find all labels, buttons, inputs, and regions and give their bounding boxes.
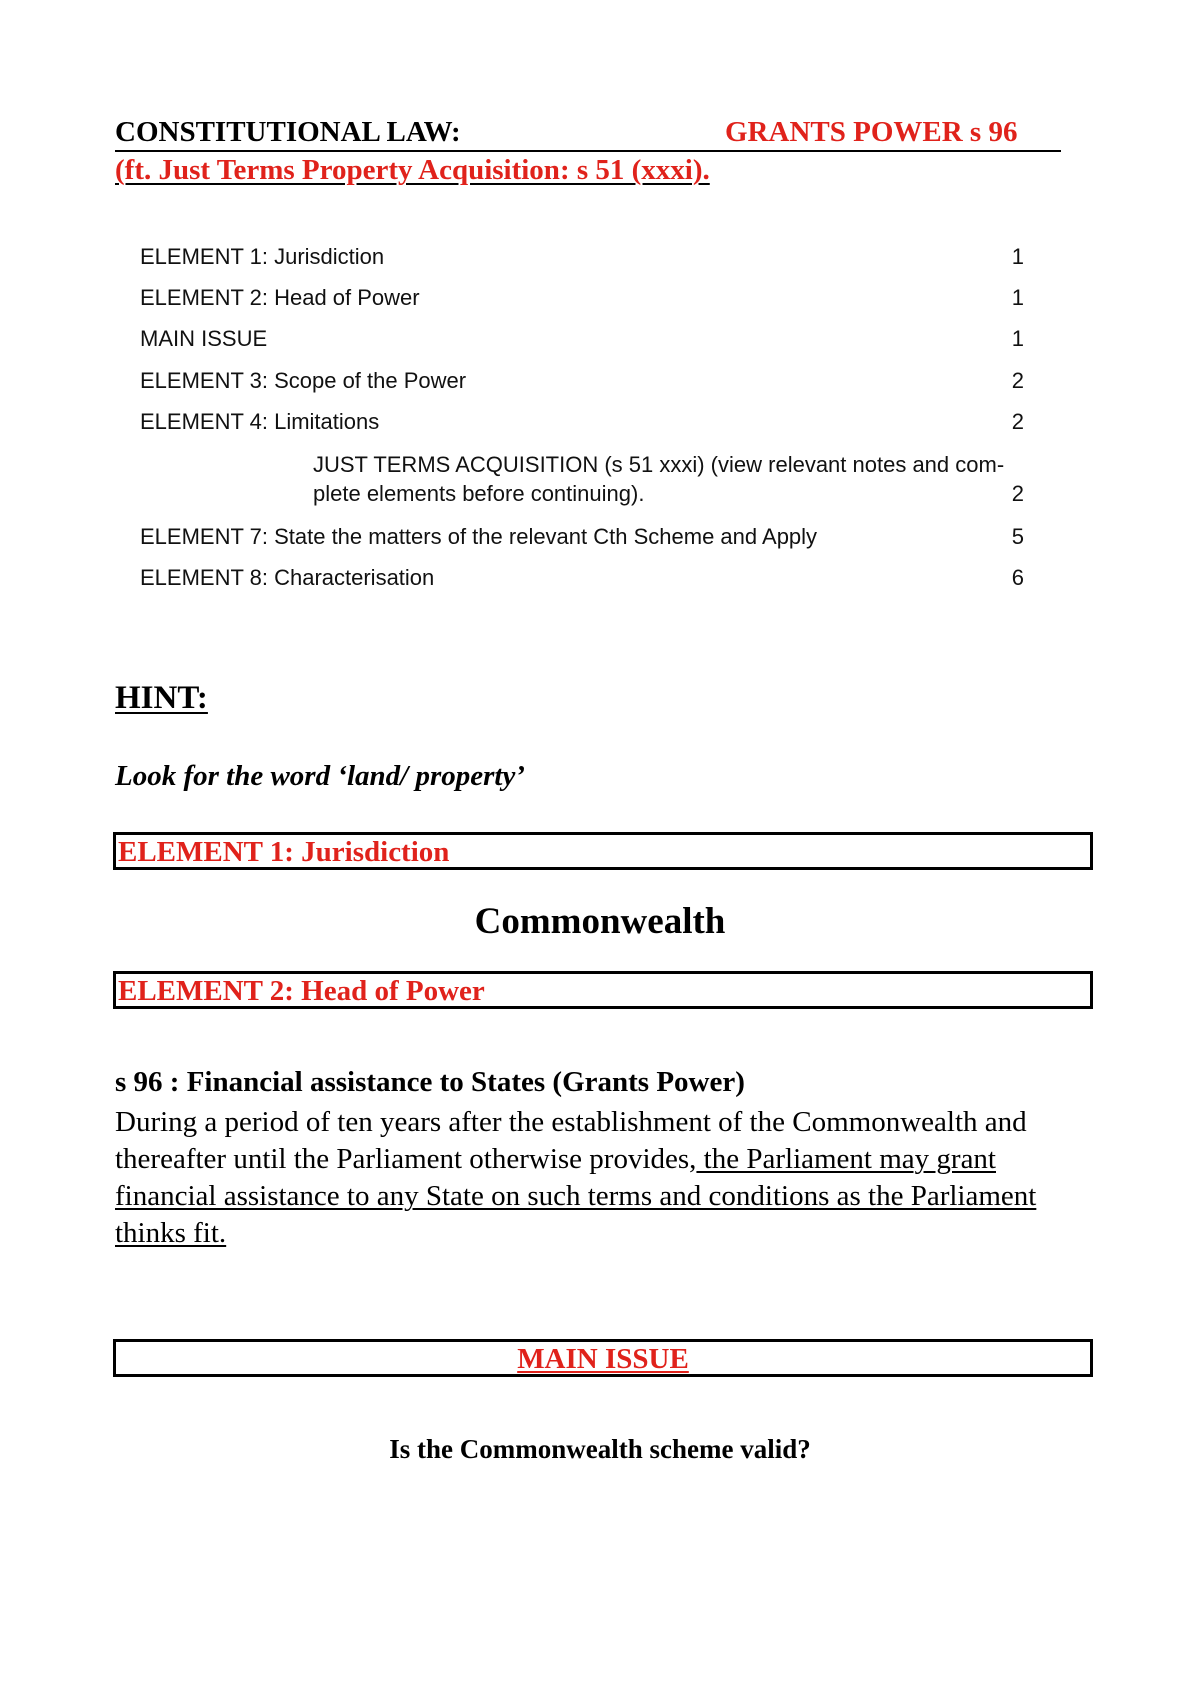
toc-subitem-line2: plete elements before continuing).	[313, 481, 645, 506]
toc-item-label: ELEMENT 4: Limitations	[140, 409, 380, 434]
title-topic: GRANTS POWER s 96	[725, 116, 1018, 148]
toc-item-label: ELEMENT 7: State the matters of the relevant Cth Scheme and Apply	[140, 524, 818, 549]
toc-item[interactable]	[140, 285, 1024, 313]
hint-text: Look for the word ‘land/ property’	[115, 760, 526, 792]
toc-item-page: 2	[1011, 481, 1024, 506]
main-issue-heading: MAIN ISSUE	[517, 1343, 689, 1375]
hint-heading: HINT:	[115, 680, 208, 716]
section-body-underlined: the Parliament may grant financial assistance to any State on such terms and conditions as the Parliament thinks fit.	[115, 1143, 1037, 1249]
title-subject: CONSTITUTIONAL LAW:	[115, 116, 461, 148]
section-body	[115, 1104, 1095, 1252]
toc-item-page: 1	[1011, 244, 1024, 269]
toc-item-label: MAIN ISSUE	[140, 326, 268, 351]
toc-item[interactable]	[140, 409, 1024, 437]
element1-heading-box	[113, 832, 1093, 870]
toc-item-page: 2	[1011, 368, 1024, 393]
toc-item-label: ELEMENT 2: Head of Power	[140, 285, 420, 310]
element2-heading-box	[113, 971, 1093, 1009]
toc-item-page: 1	[1011, 285, 1024, 310]
main-issue-question: Is the Commonwealth scheme valid?	[389, 1434, 811, 1464]
toc-item-page: 5	[1011, 524, 1024, 549]
jurisdiction-value: Commonwealth	[474, 901, 726, 942]
element2-heading: ELEMENT 2: Head of Power	[118, 975, 485, 1007]
element1-heading: ELEMENT 1: Jurisdiction	[118, 836, 450, 868]
toc-item[interactable]	[140, 565, 1024, 593]
section-title: s 96 : Financial assistance to States (Grants Power)	[115, 1066, 745, 1098]
toc-item[interactable]	[140, 368, 1024, 396]
toc-item-page: 1	[1011, 326, 1024, 351]
toc-item-label: ELEMENT 8: Characterisation	[140, 565, 435, 590]
toc-item-label: ELEMENT 1: Jurisdiction	[140, 244, 385, 269]
toc-item[interactable]	[140, 244, 1024, 272]
toc-item-label: ELEMENT 3: Scope of the Power	[140, 368, 467, 393]
toc-subitem[interactable]	[313, 450, 1048, 508]
toc-item[interactable]	[140, 326, 1024, 354]
toc-subitem-line1: JUST TERMS ACQUISITION (s 51 xxxi) (view relevant notes and com-	[313, 452, 1005, 477]
toc-item[interactable]	[140, 524, 1024, 552]
main-issue-heading-box	[113, 1339, 1093, 1377]
toc-item-page: 2	[1011, 409, 1024, 434]
section-body-plain: During a period of ten years after the establishment of the Commonwealth and thereafter until the Parliament otherwise provides,	[115, 1106, 1027, 1175]
document-subtitle: (ft. Just Terms Property Acquisition: s 51 (xxxi).	[115, 154, 710, 186]
toc-item-page: 6	[1011, 565, 1024, 590]
document-title	[115, 116, 1061, 152]
